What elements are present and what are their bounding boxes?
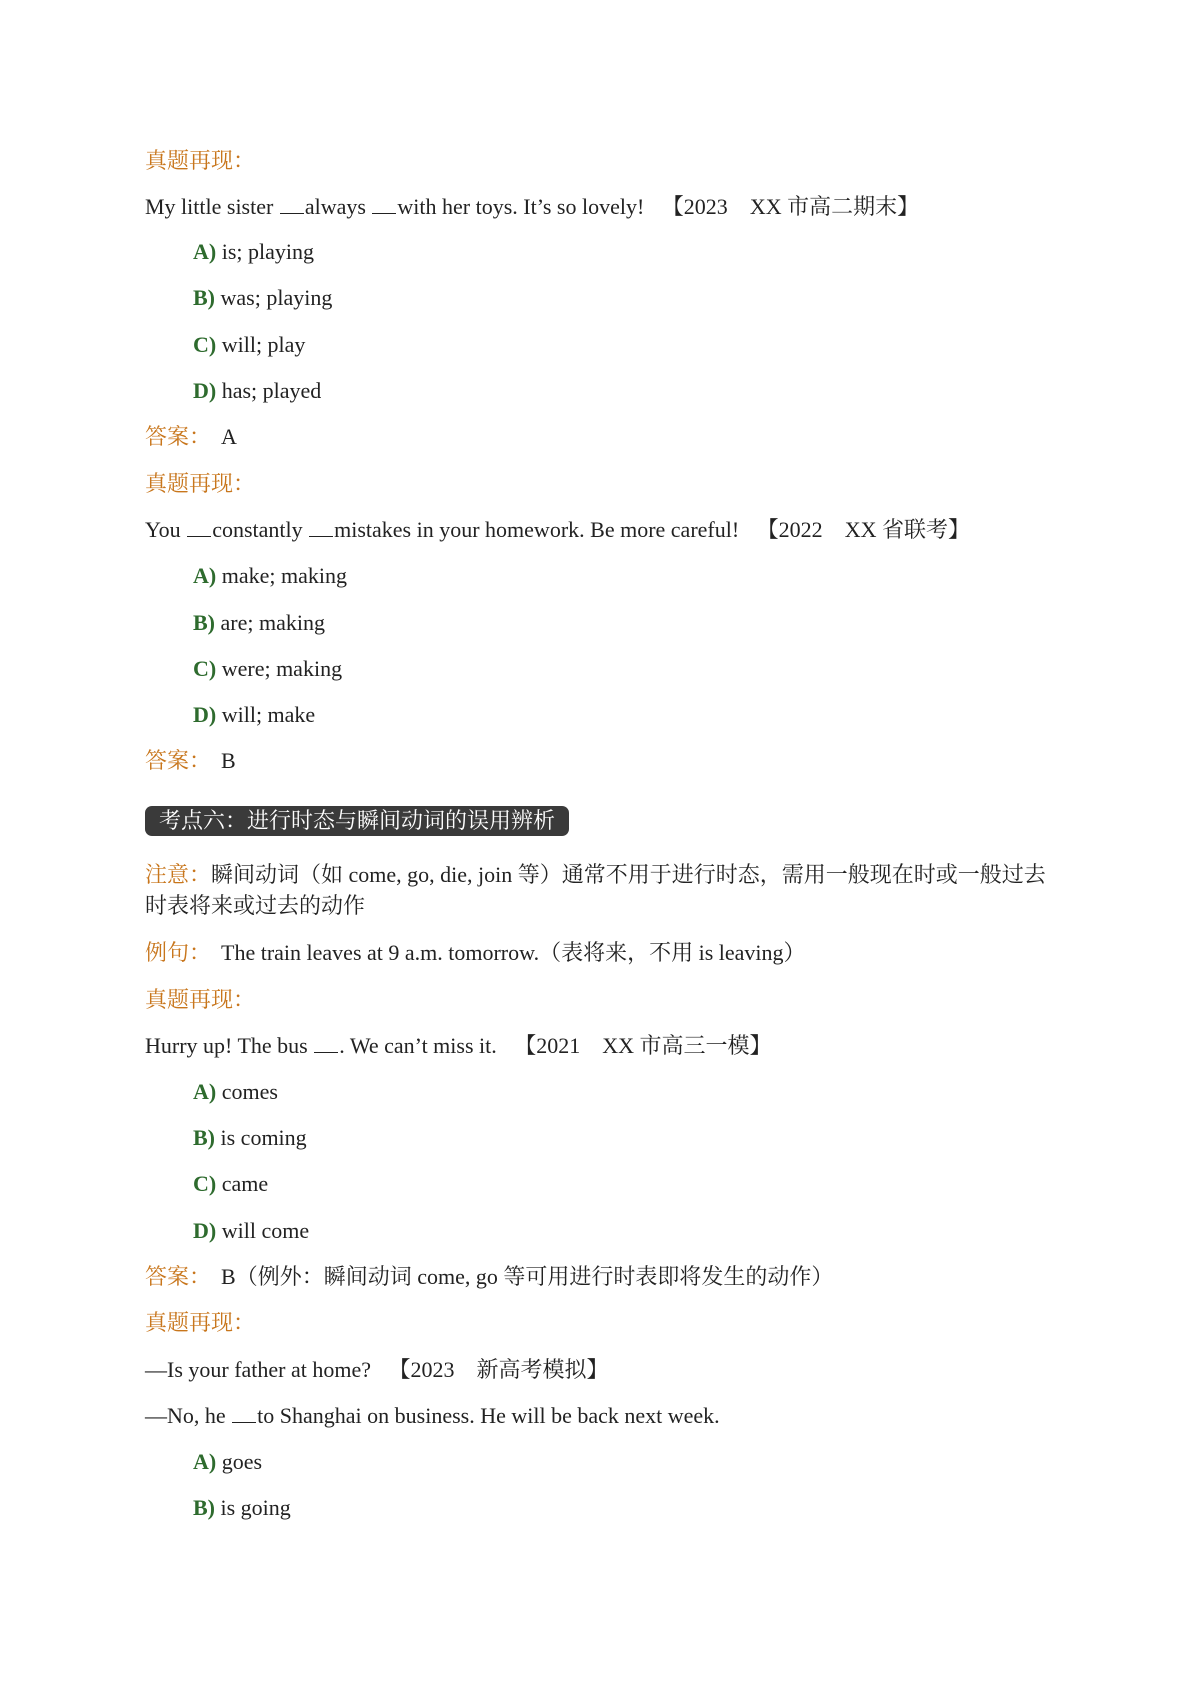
option-text: comes	[216, 1079, 278, 1104]
dialogue-part: —No, he	[145, 1403, 232, 1428]
option-d	[193, 376, 321, 406]
stem-part: . We can’t miss it.	[339, 1033, 503, 1058]
answer-line	[145, 422, 237, 452]
option-b	[193, 608, 325, 638]
option-text: make; making	[216, 563, 347, 588]
stem-part: with her toys. It’s so lovely!	[397, 194, 650, 219]
option-a	[193, 237, 314, 267]
option-letter: B)	[193, 285, 215, 310]
option-b	[193, 283, 332, 313]
option-text: goes	[216, 1449, 263, 1474]
section-heading: 考点六：进行时态与瞬间动词的误用辨析	[145, 806, 569, 836]
stem-part: My little sister	[145, 194, 279, 219]
source-rest: XX 省联考】	[844, 517, 970, 542]
dialogue-line: —Is your father at home?	[145, 1357, 377, 1382]
source-open: 【2023	[388, 1357, 455, 1382]
real-exam-label: 真题再现：	[145, 1310, 256, 1335]
option-text: was; playing	[215, 285, 333, 310]
example-label: 例句：	[145, 940, 212, 965]
real-exam-label: 真题再现：	[145, 987, 256, 1012]
source-open: 【2023	[661, 194, 728, 219]
source-rest: XX 市高二期末】	[749, 194, 920, 219]
answer-value: B（例外：瞬间动词 come, go 等可用进行时表即将发生的动作）	[221, 1264, 834, 1289]
note-paragraph	[145, 859, 1050, 921]
answer-label: 答案：	[145, 424, 212, 449]
option-letter: D)	[193, 378, 217, 403]
answer-blank	[232, 1418, 256, 1423]
option-c	[193, 1169, 268, 1199]
option-letter: B)	[193, 610, 215, 635]
answer-value: A	[221, 424, 237, 449]
option-letter: A)	[193, 563, 217, 588]
answer-blank	[372, 209, 396, 214]
option-letter: A)	[193, 239, 217, 264]
example-text: The train leaves at 9 a.m. tomorrow.（表将来，不用 is leaving）	[221, 940, 806, 965]
option-letter: D)	[193, 1218, 217, 1243]
answer-blank	[280, 209, 304, 214]
option-a	[193, 1077, 278, 1107]
option-a	[193, 561, 347, 591]
option-letter: C)	[193, 656, 217, 681]
option-text: is; playing	[216, 239, 314, 264]
answer-value: B	[221, 748, 236, 773]
option-text: is coming	[215, 1125, 307, 1150]
option-letter: A)	[193, 1449, 217, 1474]
question-1-stem	[145, 192, 919, 222]
answer-line	[145, 1262, 833, 1292]
option-letter: D)	[193, 702, 217, 727]
answer-blank	[187, 532, 211, 537]
stem-part: always	[304, 194, 372, 219]
option-text: were; making	[216, 656, 343, 681]
option-text: has; played	[216, 378, 322, 403]
option-letter: C)	[193, 332, 217, 357]
question-3-stem	[145, 1031, 772, 1061]
option-text: are; making	[215, 610, 325, 635]
option-letter: B)	[193, 1495, 215, 1520]
note-label: 注意：	[145, 862, 212, 887]
stem-part: You	[145, 517, 187, 542]
source-rest: XX 市高三一模】	[602, 1033, 772, 1058]
question-2-stem	[145, 515, 970, 545]
option-text: will; make	[216, 702, 316, 727]
answer-blank	[309, 532, 333, 537]
stem-part: constantly	[212, 517, 309, 542]
option-text: will; play	[216, 332, 306, 357]
option-b	[193, 1493, 291, 1523]
source-open: 【2021	[514, 1033, 581, 1058]
dialogue-part: to Shanghai on business. He will be back next week.	[257, 1403, 720, 1428]
option-a	[193, 1447, 262, 1477]
answer-label: 答案：	[145, 748, 212, 773]
option-letter: C)	[193, 1171, 217, 1196]
note-text: 瞬间动词（如 come, go, die, join 等）通常不用于进行时态，需用一般现在时或一般过去时表将来或过去的动作	[145, 862, 1046, 918]
example-line	[145, 938, 806, 968]
stem-part: Hurry up! The bus	[145, 1033, 314, 1058]
question-4-line-2	[145, 1401, 720, 1431]
source-open: 【2022	[756, 517, 823, 542]
option-d	[193, 700, 315, 730]
option-text: came	[216, 1171, 269, 1196]
option-c	[193, 654, 342, 684]
stem-part: mistakes in your homework. Be more careful!	[334, 517, 745, 542]
answer-blank	[314, 1048, 338, 1053]
option-d	[193, 1216, 309, 1246]
real-exam-label: 真题再现：	[145, 471, 256, 496]
option-text: will come	[216, 1218, 310, 1243]
option-c	[193, 330, 305, 360]
option-letter: A)	[193, 1079, 217, 1104]
source-rest: 新高考模拟】	[476, 1357, 609, 1382]
option-b	[193, 1123, 307, 1153]
question-4-line-1	[145, 1355, 609, 1385]
option-text: is going	[215, 1495, 291, 1520]
option-letter: B)	[193, 1125, 215, 1150]
answer-line	[145, 746, 236, 776]
real-exam-label: 真题再现：	[145, 148, 256, 173]
answer-label: 答案：	[145, 1264, 212, 1289]
